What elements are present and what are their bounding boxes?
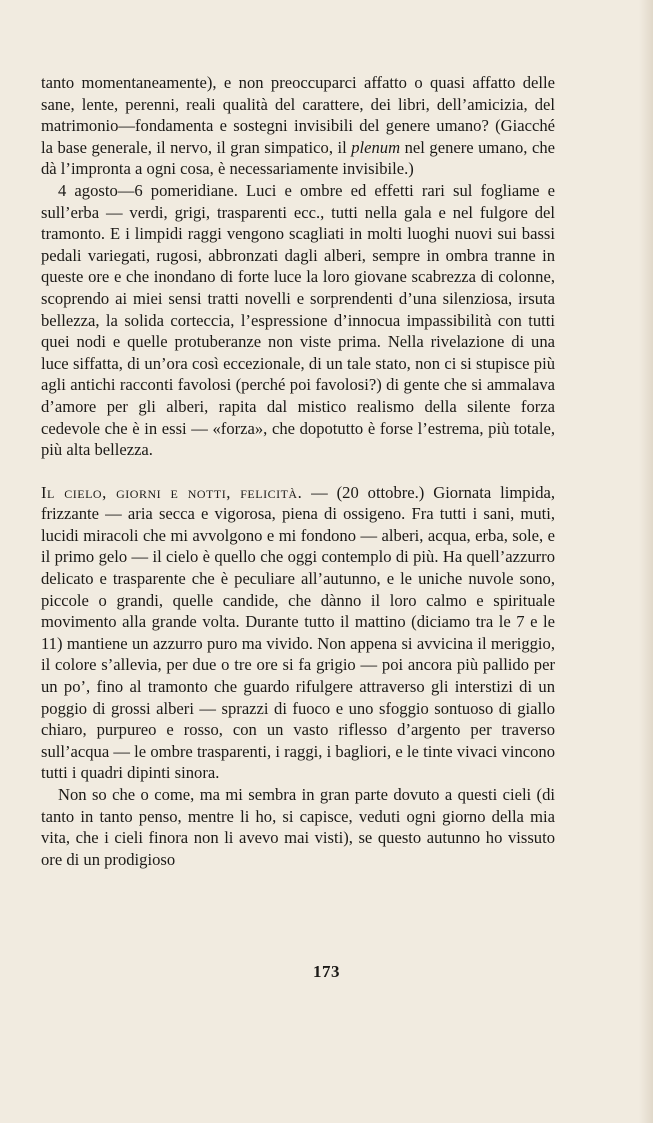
paragraph-august: [41, 180, 555, 461]
section-heading: Il cielo, giorni e notti, felicità.: [41, 482, 303, 502]
paragraph-text-after: nel genere umano, che dà l’impronta a ogni cosa, è necessariamente invisibile.): [41, 137, 555, 179]
page-number: 173: [313, 962, 340, 981]
page-edge-shadow: [639, 0, 653, 1123]
paragraph-sky: [41, 482, 555, 784]
paragraph-text: Non so che o come, ma mi sembra in gran parte dovuto a questi cieli (di tanto in tanto penso, mentre li ho, si capisce, veduti ogni giorno della mia vita, che i cieli finora non li avevo mai visti), se questo autunno ho vissuto ore di un prodigioso: [41, 785, 555, 869]
emphasis-word: plenum: [351, 137, 401, 157]
paragraph-autumn: [41, 784, 555, 870]
section-gap: [41, 461, 555, 482]
paragraph-text: tanto momentaneamente), e non preoccuparci affatto o quasi affatto delle sane, lente, perenni, reali qualità del carattere, dei libri, dell’amicizia, del matrimonio—fondamenta e sostegni invisibili del genere umano? (Giacché la base generale, il nervo, il gran simpatico, il: [41, 73, 555, 157]
paragraph-text: 4 agosto—6 pomeridiane. Luci e ombre ed effetti rari sul fogliame e sull’erba — verdi, grigi, trasparenti ecc., tutti nella gala e nel fulgore del tramonto. E i limpidi raggi vengono scagliati in molti luoghi nuovi sui bassi pedali variegati, rugosi, abbronzati dagli alberi, sempre in ombra tranne in queste ore e che inondano di forte luce la loro giovane scabrezza di colonne, scoprendo ai miei sensi tratti novelli e sorprendenti d’una silenziosa, irsuta bellezza, la solida corteccia, l’espressione d’innocua impassibilità con tutti quei nodi e quelle protuberanze non viste prima. Nella rivelazione di una luce siffatta, di un’ora così eccezionale, di un tale stato, non ci si stupisce più agli antichi racconti favolosi (perché poi favolosi?) di gente che si ammalava d’amore per gli alberi, rapita dal mistico realismo della silente forza cedevole che è in essi — «forza», che dopotutto è forse l’estrema, più totale, più alta bellezza.: [41, 180, 555, 460]
paragraph-text: — (20 ottobre.) Giornata limpida, frizzante — aria secca e vigorosa, piena di ossigeno. Fra tutti i sani, muti, lucidi miracoli che mi avvolgono e mi fondono — alberi, acqua, erba, sole, e il primo gelo — il cielo è quello che oggi contemplo di più. Ha quell’azzurro delicato e trasparente che è peculiare all’autunno, e le uniche nuvole sono, piccole o grandi, quelle candide, che dànno il loro calmo e spirituale movimento alla grande volta. Durante tutto il mattino (diciamo tra le 7 e le 11) mantiene un azzurro puro ma vivido. Non appena si avvicina il meriggio, il colore s’allevia, per due o tre ore si fa grigio — poi ancora più pallido per un po’, fino al tramonto che guardo rifulgere attraverso gli interstizi di un poggio di grossi alberi — sprazzi di fuoco e uno sfoggio sontuoso di giallo chiaro, purpureo e rosso, con un vasto riflesso d’argento per traverso sull’acqua — le ombre trasparenti, i raggi, i bagliori, e le tinte vivaci vincono tutti i quadri dipinti sinora.: [41, 482, 556, 783]
paragraph-continuation: [41, 72, 555, 180]
body-text: [41, 72, 555, 870]
